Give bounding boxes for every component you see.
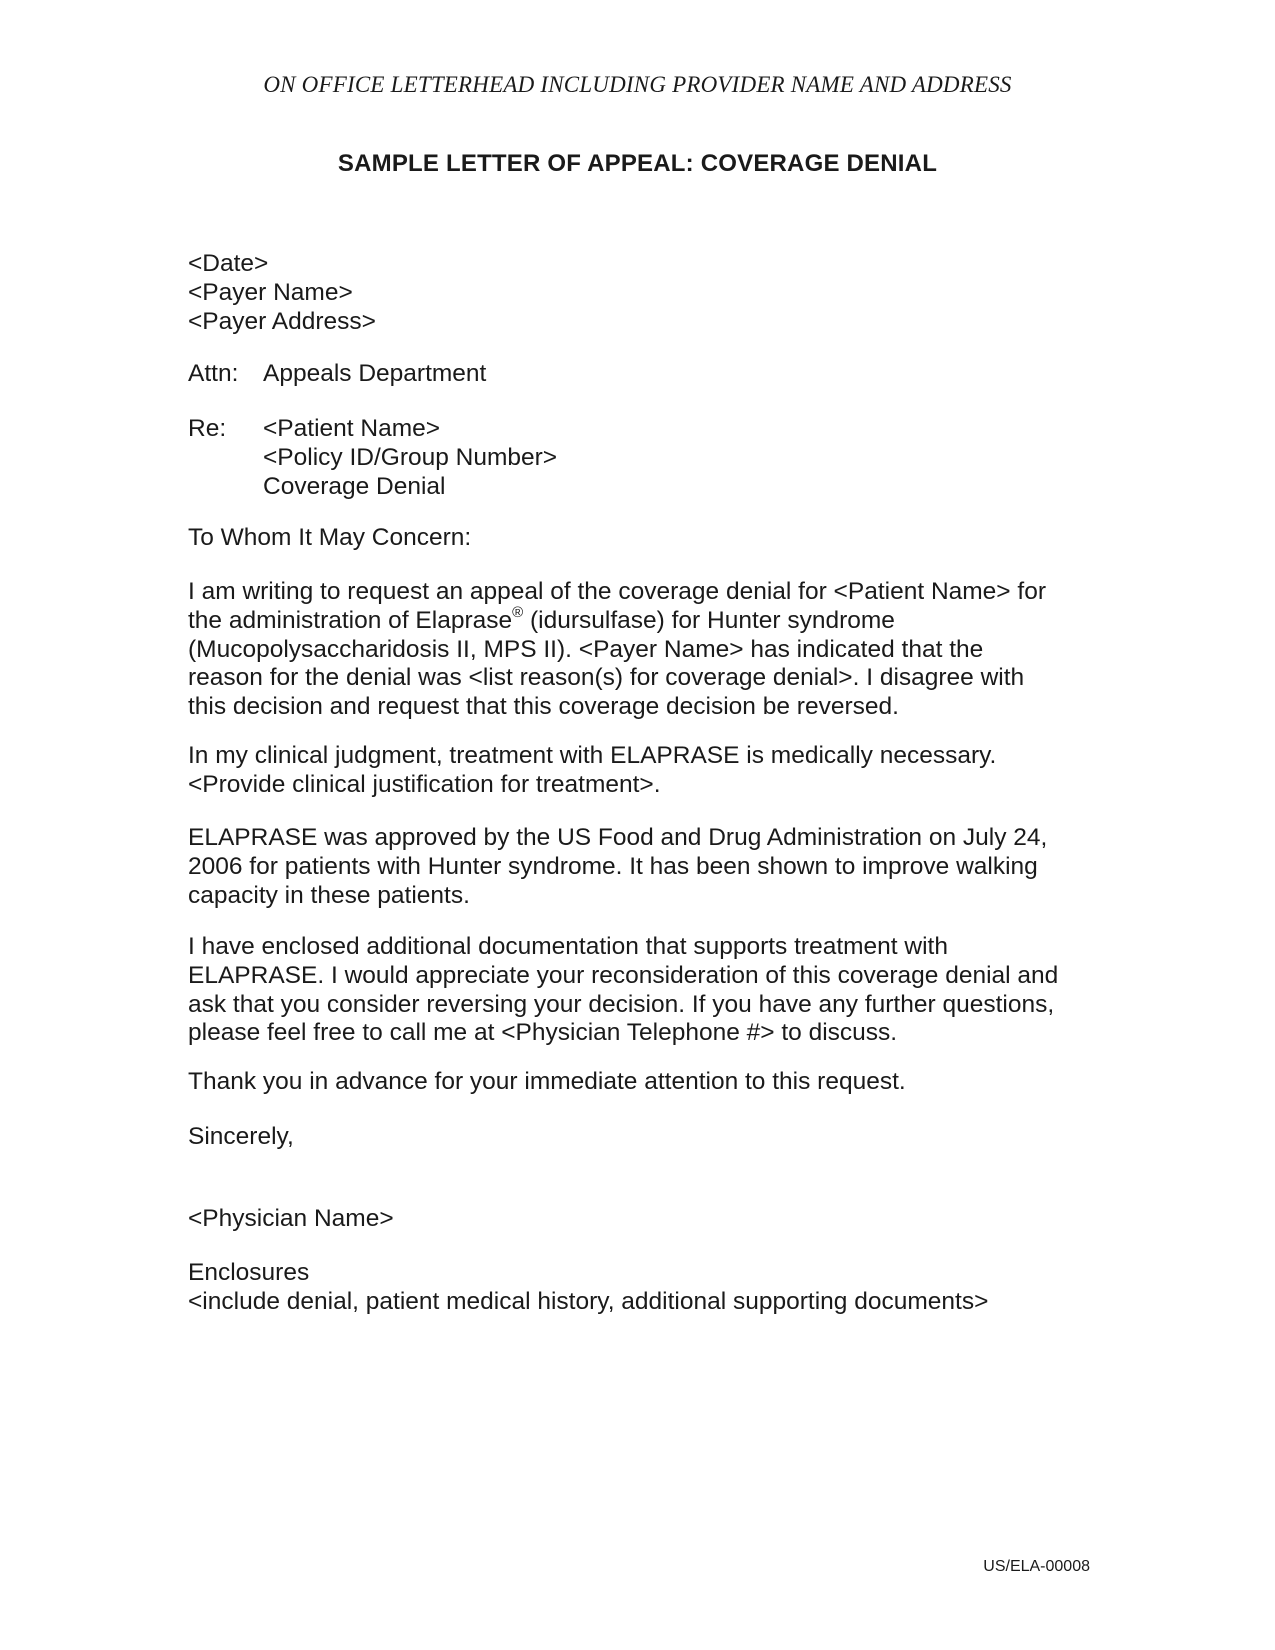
payer-address-placeholder: <Payer Address>	[188, 307, 376, 335]
sign-off: Sincerely,	[188, 1123, 294, 1150]
paragraph-3	[188, 824, 1047, 910]
document-title: SAMPLE LETTER OF APPEAL: COVERAGE DENIAL	[337, 150, 938, 177]
re-block	[188, 415, 557, 501]
paragraph-1-line: this decision and request that this coverage decision be reversed.	[188, 693, 899, 721]
paragraph-4-line: I have enclosed additional documentation that supports treatment with	[188, 933, 948, 960]
salutation: To Whom It May Concern:	[188, 524, 472, 551]
paragraph-1-line: I am writing to request an appeal of the coverage denial for <Patient Name> for	[188, 578, 1047, 605]
attn-label: Attn:	[188, 360, 239, 387]
payer-name-placeholder: <Payer Name>	[188, 278, 353, 306]
paragraph-3-line: capacity in these patients.	[188, 881, 470, 909]
paragraph-4-line: ask that you consider reversing your decision. If you have any further questions,	[188, 990, 1055, 1018]
paragraph-4-line: please feel free to call me at <Physician Telephone #> to discuss.	[188, 1019, 898, 1047]
paragraph-2	[188, 742, 996, 800]
document-code: US/ELA-00008	[983, 1558, 1090, 1575]
re-patient-name: <Patient Name>	[263, 415, 441, 442]
paragraph-1-text: the administration of Elaprase	[188, 606, 513, 634]
date-placeholder: <Date>	[188, 250, 269, 277]
paragraph-2-line: <Provide clinical justification for treatment>.	[188, 770, 661, 798]
physician-name-placeholder: <Physician Name>	[188, 1205, 394, 1232]
enclosures-detail: <include denial, patient medical history, additional supporting documents>	[188, 1287, 989, 1315]
paragraph-1-line	[188, 603, 1046, 636]
paragraph-1-line: reason for the denial was <list reason(s) for coverage denial>. I disagree with	[188, 664, 1025, 692]
re-label: Re:	[188, 415, 227, 442]
paragraph-3-line: 2006 for patients with Hunter syndrome. It has been shown to improve walking	[188, 852, 1038, 880]
letterhead-instruction: ON OFFICE LETTERHEAD INCLUDING PROVIDER NAME AND ADDRESS	[263, 72, 1012, 97]
attn-value: Appeals Department	[263, 360, 487, 387]
paragraph-4-line: ELAPRASE. I would appreciate your reconsideration of this coverage denial and	[188, 961, 1059, 989]
registered-mark: ®	[512, 603, 524, 621]
address-block	[188, 250, 376, 336]
paragraph-1	[188, 578, 1046, 722]
re-coverage-denial: Coverage Denial	[263, 472, 446, 500]
paragraph-4	[188, 933, 1058, 1048]
enclosures-block	[188, 1259, 988, 1317]
enclosures-label: Enclosures	[188, 1259, 310, 1286]
re-policy-id: <Policy ID/Group Number>	[263, 443, 558, 471]
paragraph-1-line: (Mucopolysaccharidosis II, MPS II). <Payer Name> has indicated that the	[188, 635, 984, 663]
closing-thanks: Thank you in advance for your immediate attention to this request.	[188, 1068, 906, 1095]
attn-line	[188, 360, 486, 389]
paragraph-3-line: ELAPRASE was approved by the US Food and Drug Administration on July 24,	[188, 824, 1048, 851]
paragraph-1-text: (idursulfase) for Hunter syndrome	[523, 606, 895, 634]
paragraph-2-line: In my clinical judgment, treatment with ELAPRASE is medically necessary.	[188, 742, 997, 769]
